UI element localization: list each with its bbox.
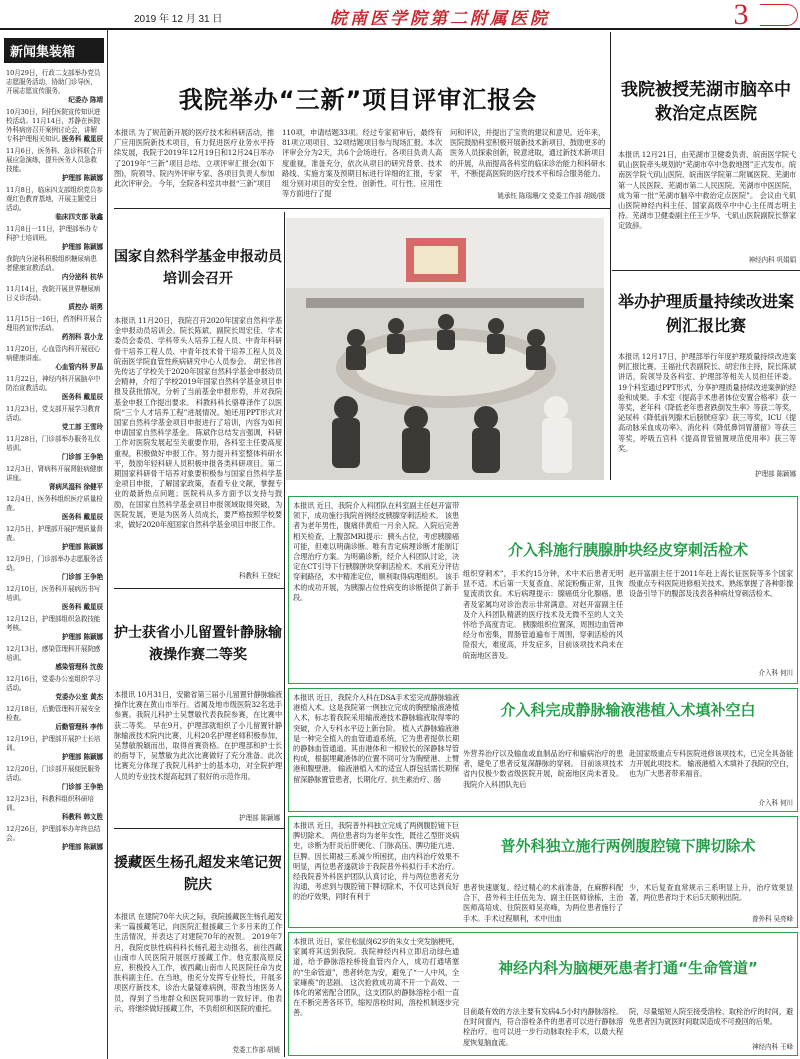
sidebar-news-text: 11月28日，门诊部举办服务礼仪培训。: [6, 435, 101, 452]
meeting-photo: [286, 218, 604, 480]
nursing-headline: 举办护理质量持续改进案例汇报比赛: [617, 292, 794, 335]
sidebar-news-item: [6, 795, 103, 822]
sidebar-news-text: 11月14日，我院开展世界糖尿病日义诊活动。: [6, 285, 101, 302]
splenectomy-body2: 患者快速康复。经过精心的术前准备，在麻醉科配合下，普外科主任伍先为、副主任医师徐栋，主治医师高培成、住院医师吴亮峰，为两位患者施行了手术。手术过程顺利，术中出血: [463, 883, 623, 923]
sidebar-news-text: 12月19日，护理部开展护士长培训。: [6, 735, 101, 752]
sidebar-news-signature: 党工部 王雪玲: [61, 423, 103, 431]
sidebar-news-signature: 党委办公室 黄杰: [55, 693, 103, 701]
pediatric-signature: 护理部 陈颖娜: [239, 814, 280, 822]
neuro-body: 本报讯 近日，家住松鼠岗62岁的朱女士突发脑梗死，家属将其送到我院。我院神经内科立即启动绿色通道，给予静脉溶栓桥接血管内介入，成功打通堵塞的“生命管道”，患者转危为安，避免了“一人中风，全家瘫痪”的悲剧。 这次抢救成功离不开一个高效、一体化的紧密配合团队，这支团队的静脉溶栓小组一直在不断完善各环节，缩短溶栓时间，溶栓机制逐步完善。: [293, 937, 459, 1018]
neuro-box: [288, 932, 798, 1056]
sidebar-news-item: [6, 405, 103, 432]
sidebar-news-signature: 纪委办 陈靖: [68, 96, 103, 104]
sidebar-news-signature: 医务科 戴星辰: [61, 513, 103, 521]
issue-date: 2019 年 12 月 31 日: [134, 14, 223, 25]
sidebar-news-text: 11月8日，临床四支部组织党员参观红色教育基地，开展主题党日活动。: [6, 186, 103, 212]
pediatric-body: 本报讯 10月31日，安徽省第三届小儿留置针静脉输液操作比赛在黄山市举行。省属及地市级医院32名选手参赛。我院儿科护士吴慧敏代表我院参赛，在比赛中获二等奖。 早在9月，护理部就组织了小儿留置针静脉输液技术院内比赛，儿科20名护理老师积极参加，吴慧敏脱颖而出，取得首赛资格。在护理部和护士长的指导下，吴慧敏为此次比赛做好了充分准备。此次比赛充分体现了我院儿科护士的基本功，对全院护理人员的专业技术提高起到了很好的示范作用。: [114, 690, 282, 781]
sidebar-news-item: [6, 285, 103, 312]
splenectomy-body: 本报讯 近日，我院普外科独立完成了两例腹腔镜下巨脾切除术。 两位患者均为老年女性，既往乙型肝炎病史，诊断为肝炎后肝硬化、门脉高压、脾功能亢进、巨脾。因长期被三系减少所困扰，由内科治疗效果不明显，两位患者遂就诊于我院普外科拟行手术治疗。 经我院普外科医护团队认真讨论，并与两位患者充分沟通，考虑到与腹腔镜下脾切除术，不仅可达到良好的治疗效果，同时有利于: [293, 821, 459, 902]
intervention2-box: [288, 688, 798, 812]
intervention2-body3: 赴国家级重点专科医院进修该项技术，已完全具备能力开展此项技术。 输液港植入术填补了我院的空白，也为广大患者带来福音。: [629, 749, 793, 779]
meeting-photo-scene: [286, 218, 604, 480]
sidebar-news-item: [6, 825, 103, 852]
nsfc-signature: 科教科 王登纪: [239, 572, 280, 580]
intervention1-body2: 组织穿刺术”，手术约15分钟，术中术后患者无明显不适。术后第一天复查血、尿淀粉酶正常，且恢复流质饮食。术后病理提示：腺癌低分化腺癌。患者及家属均对诊治表示非常满意。对赵开富副主任及介入科团队精湛的医疗技术及无微不至的人文关怀给予高度肯定。 胰腺组织位置深，周围边血管神经分布密集，胃肠管道遍布于周围，穿刺活检的风险很大，难度高，并发症多，目前该项技术尚未在皖南地区普及。: [463, 569, 623, 660]
sidebar-news-text: 11月23日，党支部开展学习教育活动。: [6, 405, 101, 422]
sidebar-news-item: [6, 315, 103, 342]
sidebar-news-item: [6, 765, 103, 792]
sidebar-news-item: [6, 435, 103, 462]
masthead-title: 皖南医学院第二附属医院: [330, 9, 550, 29]
splenectomy-headline: 普外科独立施行两例腹腔镜下脾切除术: [500, 837, 756, 855]
intervention1-body: 本报讯 近日，我院介入科团队在科室副主任赵开富带领下，成功施行我院首例经皮胰腺穿刺活检术。 该患者为老年男性，腹痛伴黄疸一月余入院。入院后完善相关检查，上腹部MRI提示：胰头占位，考虑胰腺癌可能，但难以明确诊断。唯有肯定病理诊断才能制订合理治疗方案。为明确诊断，经介入科团队讨论，决定在CT引导下行胰腺肿块穿刺活检术。术前充分评估穿刺路径，术中精准定位，顺利取得病理组织。 该手术的成功开展，为胰腺占位性病变的诊断提供了新手段。: [293, 501, 459, 602]
aid-signature: 党委工作部 胡媛: [232, 1046, 280, 1054]
sidebar-news-text: 12月26日，护理部举办年终总结会。: [6, 825, 101, 842]
sidebar-news-text: 12月10日，医务科开展病历书写培训。: [6, 585, 101, 602]
sidebar-news-text: 11月22日，神经内科开展脑卒中防治宣教活动。: [6, 375, 101, 392]
sidebar-news-item: [6, 465, 103, 492]
sidebar-news-signature: 心血管内科 罗晶: [55, 363, 103, 371]
intervention1-signature: 介入科 何川: [758, 669, 793, 677]
sidebar-news-text: 11月8日一11日，护理部举办专科护士培训班。: [6, 225, 98, 242]
sidebar-news-item: [6, 495, 103, 522]
sidebar-news-text: 我院内分泌科积极组织糖尿病患者健康宣教活动。: [6, 255, 97, 272]
aid-body: 本报讯 在建院70年大庆之际，我院援藏医生杨孔超发来一篇援藏笔记，向医院汇报援藏三个多月来的工作生活情况，并表达了对建院70年的祝贺。 2019年7月，我院皮肤性病科科长杨孔超主动报名，前往西藏山南市人民医院开展医疗援藏工作。他克服高原反应，积极投入工作，被西藏山南市人民医院任命为皮肤科副主任。在当地，他充分发挥专业特长，开展多项医疗新技术，诊治大量疑难病例，带教当地医务人员，得到了当地群众和医院同事的一致好评。他表示，将继续做好援藏工作，不负组织和医院的重托。: [114, 912, 282, 1013]
sidebar-news-item: [6, 375, 103, 402]
sidebar-news-text: 12月23日，科教科组织科研培训。: [6, 795, 94, 812]
sidebar-news-item: [6, 345, 103, 372]
sidebar-news-signature: 药剂科 袁小龙: [61, 333, 103, 341]
splenectomy-signature: 普外科 吴亮峰: [752, 915, 793, 923]
page-number-ornament: [760, 4, 798, 26]
sidebar-news-signature: 内分泌科 杭华: [61, 273, 103, 281]
sidebar-news-signature: 护理部 陈颖娜: [61, 543, 103, 551]
sidebar-news-item: [6, 675, 103, 702]
nursing-signature: 护理部 陈颖娜: [755, 470, 796, 478]
sidebar-news-text: 11月20日，心血管内科开展冠心病健康讲座。: [6, 345, 101, 362]
pediatric-headline: 护士获省小儿留置针静脉输液操作赛二等奖: [114, 625, 282, 663]
sidebar-news-signature: 门诊部 王争艳: [61, 573, 103, 581]
sidebar-news-item: [6, 705, 103, 732]
main-headline: 我院举办“三新”项目评审汇报会: [178, 86, 538, 114]
nursing-headline-block: [616, 290, 796, 338]
sidebar-news-item: [6, 186, 103, 222]
neuro-body2: 目前最有效的方法主要有发病4.5小时内静脉溶栓。在时间窗内，符合溶栓条件的患者可以进行静脉溶栓治疗，也可以进一步行动脉取栓手术，以最大程度恢复脑血流。: [463, 1007, 623, 1047]
sidebar-news-item: [6, 585, 103, 612]
nsfc-body: 本报讯 11月20日，我院召开2020年国家自然科学基金申报动员培训会。院长陈斌、副院长周宏佳、学术委员会委员、学科带头人培养工程人员、中青年科研骨干培养工程人员、中青年技术骨干培养工程人员及皖南医学院血管性疾病研究中心人员参会。 胡宏伟首先传达了学校关于2020年国家自然科学基金申报动员会精神，介绍了学校2019年国家自然科学基金项目申报及获批情况，分析了当前基金申报形势，并对我院基金申报工作提出要求。 科教科科长骆尊泽作了以医院“三个人才培养工程”进展情况。她还用PPT形式对国家自然科学基金项目申报进行了培训，内容为如何申请国家自然科学基金。 陈斌作总结发言强调，科研工作对医院发展起至关重要作用，各科室主任要高度重视，积极做好申报工作。努力提升科室整体科研水平，鼓励年轻科研人员积极申报各类科研项目。第二期国家科研骨干培养对象要积极参与国家自然科学基金项目申报，了解国家政策，查看专业文献，掌握专业的最新热点问题；医院科从多方面予以支持与鼓励，在国家自然科学基金项目申报领域取得突破，为医院发展，更是为医务人员成长，要严格按照学校要求，做好2020年度国家自然科学基金项目申报工作。: [114, 316, 282, 530]
intervention2-body: 本报讯 近日，我院介入科在DSA手术室完成静脉输液港植入术。这是我院第一例独立完成的胸壁输液港植入术，标志着我院采用输液港技术静脉输液取得零的突破，介入专科水平迈上新台阶。 植入式静脉输液港是一种完全植入的血管通道系统，它为患者提供长期的静脉血管通道。其由港体和一根较长的深静脉导管构成，根据埋藏港体的位置不同可分为胸壁港、上臂港和腹壁港。 输液港植入术的适宜人群包括需长期保留深静脉置管患者，长期化疗、抗生素治疗、肠: [293, 693, 459, 784]
sidebar-news-text: 11月15日一16日，药剂科开展合理用药宣传活动。: [6, 315, 103, 332]
sidebar-news-signature: 医务科 戴星辰: [61, 393, 103, 401]
stroke-signature: 神经内科 巩娟娟: [748, 256, 796, 264]
stroke-headline: 我院被授芜湖市脑卒中救治定点医院: [621, 80, 791, 124]
sidebar-news-text: 12月5日，护理部开展护理质量督查。: [6, 525, 103, 542]
sidebar-news-signature: 医务科 戴星辰: [61, 603, 103, 611]
sidebar-news-signature: 护理部 陈颖娜: [61, 633, 103, 641]
main-headline-block: [114, 80, 602, 120]
sidebar-news-item: [6, 147, 103, 183]
splenectomy-body3: 少，术后复查血常规示三系明显上升，治疗效果显著，两位患者均于术后5天顺利出院。: [629, 883, 793, 903]
main-col1: 本报讯 为了规范新开展的医疗技术和科研活动，推广应用医院新技术项目，有力促进医疗业务水平持续发展，我院于2019年12月19日和12月24日举办了2019年“三新”项目总结、立项评审汇报会(如下图)，院领导、院内外评审专家、各项目负责人参加此次评审会。 今年，全院各科室共申报“三新”项目: [114, 128, 274, 189]
sidebar-news-signature: 护理部 陈颖娜: [61, 843, 103, 851]
main-col2: 110项，申请结题33项。经过专家初审后，最终有81项立项项目、32项结题项目参与现场汇报。本次评审会分为2天，共6个会场进行。各项目负责人高度重视，准备充分，依次从项目的研究背景、技术路线、实施方案及预期目标进行详细的汇报，专家组分别对项目的安全性、创新性、可行性、应用性等方面进行了提: [282, 128, 442, 199]
stroke-headline-block: [616, 78, 796, 126]
sidebar-news-item: [6, 735, 103, 762]
sidebar-news-signature: 门诊部 王争艳: [61, 783, 103, 791]
sidebar-title: 新闻集装箱: [4, 38, 104, 63]
nsfc-headline-block: [114, 246, 282, 290]
main-col3: 问和评议，并提出了宝贵的建议和意见。近年来，医院鼓励科室积极开展新技术新项目，鼓励更多的医务人员探索创新，锐意进取，通过新技术新项目的开展，从而提高各科室的临床诊治能力和科研水平，不断提高医院的医疗技术平和综合服务能力。: [450, 128, 605, 178]
sidebar-news-text: 12月12日，护理部组织急救技能考核。: [6, 615, 101, 632]
sidebar-news-item: [6, 255, 103, 282]
aid-headline: 援藏医生杨孔超发来笔记贺院庆: [114, 855, 282, 893]
sidebar-news-item: [6, 225, 103, 252]
sidebar-news-text: 12月3日，肾病科开展肾脏病健康讲座。: [6, 465, 103, 482]
sidebar-news-text: 10月29日，行政二支部举办党员志愿服务活动，协助门诊导医，开展志愿宣传服务。: [6, 69, 101, 95]
nsfc-headline: 国家自然科学基金申报动员培训会召开: [114, 249, 282, 287]
sidebar-news-text: 12月16日，党委办公室组织学习活动。: [6, 675, 101, 692]
sidebar-news-item: [6, 645, 103, 672]
intervention2-signature: 介入科 何川: [758, 799, 793, 807]
intervention2-headline: 介入科完成静脉输液港植入术填补空白: [500, 701, 756, 719]
sidebar-news-item: [6, 525, 103, 552]
neuro-headline: 神经内科为脑梗死患者打通“生命管道”: [498, 959, 758, 977]
sidebar-news-text: 12月13日，感染管理科开展院感培训。: [6, 645, 101, 662]
sidebar-news-signature: 感染管理科 沈俊: [55, 663, 103, 671]
intervention1-body3: 赵开富副主任于2011年赴上海长征医院等多个国家级重点专科医院进修相关技术。熟练掌握了各种影像设备引导下的腹部及浅表各种病灶穿刺活检术。: [629, 569, 793, 599]
intervention1-headline: 介入科施行胰腺肿块经皮穿刺活检术: [507, 541, 748, 559]
sidebar-news-signature: 科教科 韩文胜: [61, 813, 103, 821]
sidebar-news-item: [6, 108, 103, 144]
sidebar-news-item: [6, 555, 103, 582]
intervention1-box: [288, 496, 798, 684]
sidebar-news-signature: 肾病风湿科 徐健平: [48, 483, 103, 491]
sidebar-news-item: [6, 615, 103, 642]
sidebar-news-signature: 后勤管理科 李伟: [55, 723, 103, 731]
neuro-body3: 院，尽量缩短入院至接受溶栓、取栓治疗的时间，避免患者因为就医时间耽误造成不可挽回的后果。: [629, 1007, 793, 1027]
sidebar-news-text: 10月30日，阿托医院宣传知识进校活动。11月14日，苏静在医院外科病房召开案例讨论会，讲解专科护理相关知识。: [6, 108, 101, 143]
nursing-body: 本报讯 12月17日，护理部举行年度护理质量持续改进案例汇报比赛。王福社代表副院长、胡宏伟主持，院长陈斌讲话，院领导及各科室、护理部等相关人员担任评委。 19个科室通过PPT形式，分享护理质量持续改进案例的经验和成果。手术室《提高手术患者体位安置合格率》获一等奖，老年科《降低老年患者跌倒发生率》等获二等奖，泌尿科《降低前列腺术后膀胱痉挛》获三等奖，ICU《提高动脉采血成功率》、消化科《降低鼻饲胃潴留》等获三等奖，呼吸五官科《提高胃管留置规范使用率》获三等奖。: [618, 352, 796, 453]
sidebar-news-text: 12月18日，后勤管理科开展安全检查。: [6, 705, 101, 722]
sidebar-news-signature: 质控办 胡勇: [68, 303, 103, 311]
page-number: 3: [733, 0, 749, 31]
sidebar-news-signature: 临床四支部 耿鑫: [55, 213, 103, 221]
sidebar-news-signature: 护理部 陈颖娜: [61, 243, 103, 251]
intervention2-body2: 外营养治疗以及输血或血制品治疗和输病治疗的患者，避免了患者反复深静脉的穿刺。 目前该项技术省内仅极少数省级医院开展，皖南地区尚未普及。我院介入科团队先后: [463, 749, 623, 789]
main-signature: 姚承钰 陈瑞珊/文 党委工作部 胡媛/摄: [497, 192, 605, 200]
news-sidebar: [0, 30, 108, 1059]
neuro-signature: 神经内科 王峰: [752, 1043, 793, 1051]
sidebar-list: [0, 69, 107, 852]
sidebar-news-text: 11月6日，医务科、急诊科联合开展应急演练，提升医务人员急救技能。: [6, 147, 103, 173]
sidebar-news-signature: 护理部 陈颖娜: [61, 174, 103, 182]
sidebar-news-signature: 护理部 陈颖娜: [61, 753, 103, 761]
page-header: [0, 0, 800, 30]
stroke-body: 本报讯 12月21日，由芜湖市卫健委负责、皖南医学院弋矶山医院牵头规划的“芜湖市卒中急救地图”正式发布。皖南医学院弋矶山医院、皖南医学院第二附属医院、芜湖市第一人民医院、芜湖市第二人民医院、芜湖市中医医院，成为第一批“芜湖市脑卒中救治定点医院”。 会议由弋矶山医院神经内科主任、国家高级卒中中心主任周志明主持。芜湖市卫健委副主任王少华、弋矶山医院副院长蔡家定致辞。: [618, 150, 796, 231]
splenectomy-box: [288, 816, 798, 928]
sidebar-news-signature: 门诊部 王争艳: [61, 453, 103, 461]
aid-headline-block: [114, 852, 282, 896]
pediatric-headline-block: [114, 622, 282, 666]
sidebar-news-text: 12月9日，门诊部举办志愿服务活动。: [6, 555, 103, 572]
sidebar-news-item: [6, 69, 103, 105]
sidebar-news-signature: 医务科 戴星辰: [61, 135, 103, 143]
sidebar-news-text: 12月20日，门诊部开展便民服务活动。: [6, 765, 101, 782]
sidebar-news-text: 12月4日，医务科组织医疗质量检查。: [6, 495, 103, 512]
